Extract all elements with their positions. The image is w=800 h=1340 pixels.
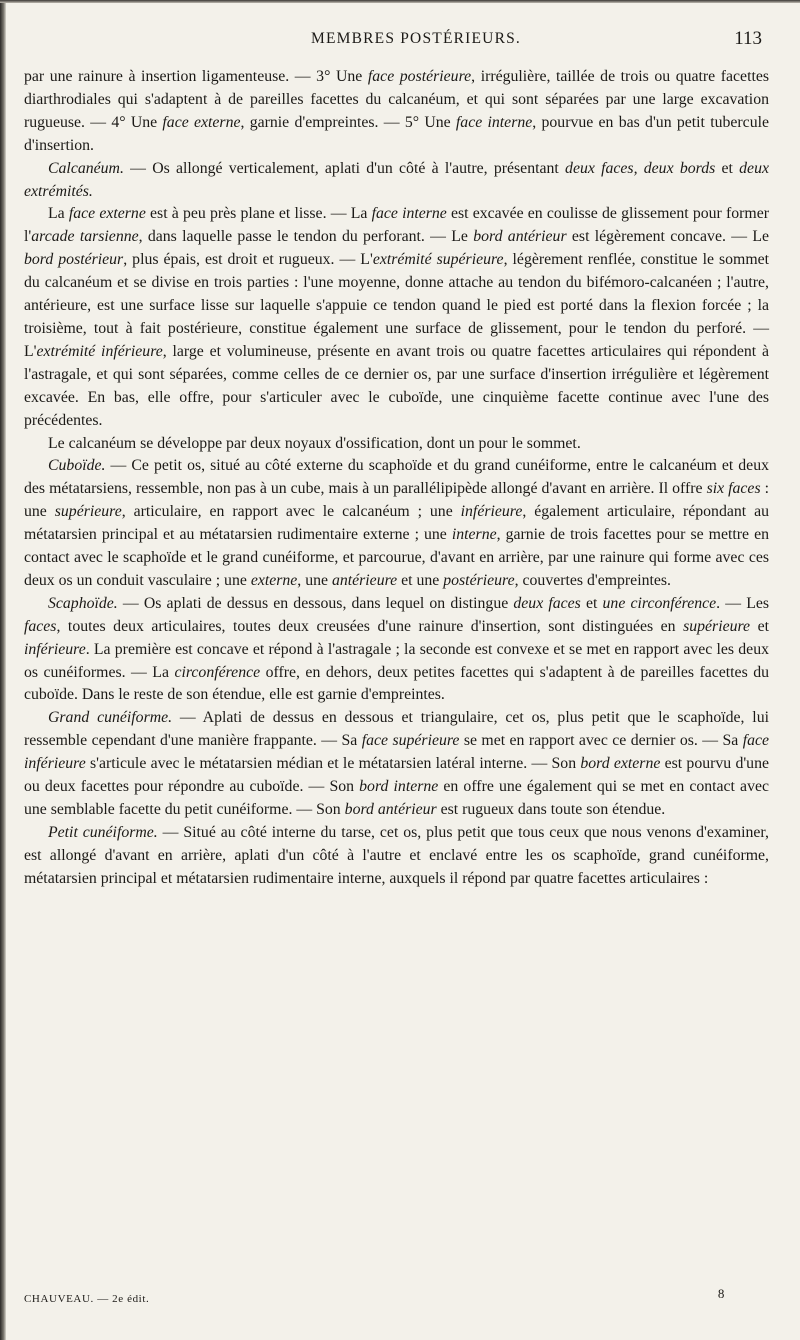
paragraph — [24, 433, 769, 456]
italic-term: supérieure — [683, 617, 751, 635]
text-run: se met en rapport avec ce dernier os. — Sa — [459, 732, 743, 750]
italic-term: face inférieure — [24, 732, 769, 773]
text-run: est légèrement concave. — Le — [566, 228, 769, 246]
text-run: — Os allongé verticalement, aplati d'un côté à l'autre, présentant — [123, 159, 566, 177]
italic-term: circonférence — [174, 663, 261, 681]
italic-term: bord postérieur — [24, 251, 124, 269]
page-number: 113 — [734, 28, 762, 49]
italic-term: inférieure — [24, 640, 86, 658]
italic-term: face externe — [162, 113, 241, 131]
text-run: : une — [24, 480, 769, 521]
text-run: est rugueux dans toute son étendue. — [436, 801, 666, 818]
italic-term: extrémité inférieure — [36, 342, 163, 360]
text-run: — Os aplati de dessus en dessous, dans lequel on distingue — [117, 594, 514, 612]
text-run: , toutes deux articulaires, toutes deux creusées d'une rainure d'insertion, sont distinguées en — [56, 617, 684, 635]
text-run: Le calcanéum se développe par deux noyaux d'ossification, dont un pour le sommet. — [48, 434, 581, 452]
paragraph — [24, 158, 769, 204]
italic-term: bord externe — [580, 755, 661, 773]
text-run: , articulaire, en rapport avec le calcanéum ; une — [121, 503, 461, 521]
italic-term: postérieure — [443, 571, 515, 589]
text-run: , dans laquelle passe le tendon du perforant. — Le — [138, 228, 474, 246]
text-run: , couvertes d'empreintes. — [514, 571, 671, 589]
paragraph — [24, 203, 769, 432]
text-run: , large et volumineuse, présente en avant trois ou quatre facettes articulaires qui répondent à l'astragale, et qui sont séparées, comme celles de ce dernier os, par une surface d'insertion irrégulière et légèrement excavée. En bas, elle offre, pour s'articuler avec le cuboïde, une cinquième facette continue avec l'une des précédentes. — [24, 342, 769, 429]
page-top-edge — [0, 0, 800, 3]
italic-term: face supérieure — [361, 732, 460, 750]
italic-term: antérieure — [331, 571, 398, 589]
italic-term: six faces — [706, 480, 761, 498]
printer-signature: CHAUVEAU. — 2e édit. — [24, 1293, 150, 1305]
text-run: , garnie de trois facettes pour se mettre en contact avec le scaphoïde et le grand cunéiforme, et parcourue, d'avant en arrière, par une rainure qui forme avec ces deux os un conduit vasculaire ; une — [24, 526, 769, 589]
text-run: est pourvu d'une ou deux facettes pour répondre au cuboïde. — Son — [24, 755, 769, 796]
paragraph — [24, 455, 769, 592]
page-header — [70, 28, 762, 58]
italic-term: extrémité supérieure — [372, 251, 504, 269]
italic-term: supérieure — [54, 503, 122, 521]
text-run: par une rainure à insertion ligamenteuse. — 3° Une — [24, 68, 368, 85]
text-run: — Ce petit os, situé au côté externe du scaphoïde et du grand cunéiforme, entre le calcanéum et deux des métatarsiens, ressemble, non pas à un cube, mais à un parallélipipède allongé d'avant en arrière. Il offre — [24, 457, 769, 498]
text-run: et — [715, 159, 740, 177]
italic-term: Scaphoïde. — [48, 594, 118, 612]
text-run: — Aplati de dessus en dessous et triangulaire, cet os, plus petit que le scaphoïde, lui ressemble cependant d'une manière frappante. — Sa — [24, 709, 769, 750]
text-run: , également articulaire, répondant au métatarsien principal et au métatarsien rudimentaire externe ; une — [24, 503, 769, 544]
body-text — [24, 66, 769, 891]
page-footer — [24, 1286, 769, 1311]
text-run: , garnie d'empreintes. — 5° Une — [240, 113, 456, 131]
text-run: est excavée en coulisse de glissement pour former l' — [24, 205, 769, 246]
sheet-number: 8 — [717, 1286, 725, 1301]
italic-term: faces — [24, 617, 57, 635]
paragraph — [24, 822, 769, 891]
text-run: , pourvue en bas d'un petit tubercule d'insertion. — [24, 113, 769, 154]
italic-term: Calcanéum. — [48, 159, 124, 177]
text-run: est à peu près plane et lisse. — La — [145, 205, 372, 223]
text-run: et — [580, 594, 603, 612]
paragraph — [24, 593, 769, 708]
italic-term: arcade tarsienne — [31, 228, 139, 246]
text-run: et — [750, 617, 769, 635]
italic-term: face interne — [371, 205, 447, 223]
text-run: , légèrement renflée, constitue le sommet du calcanéum et se divise en trois parties : l'une moyenne, donne attache au tendon du bifémoro-calcanéen ; l'autre, antérieure, est une surface lisse sur laquelle s'appuie ce tendon quand le pied est porté dans la flexion forcée ; la troisième, tout à fait postérieure, constitue également une surface de glissement, pour le tendon du perforé. — L' — [24, 251, 770, 360]
italic-term: deux faces, deux bords — [565, 159, 716, 177]
italic-term: une circonférence — [602, 594, 717, 612]
italic-term: interne — [451, 526, 497, 544]
italic-term: bord antérieur — [344, 801, 437, 818]
text-run: , une — [297, 571, 332, 589]
text-run: — Situé au côté interne du tarse, cet os, plus petit que tous ceux que nous venons d'examiner, est allongé d'avant en arrière, aplati d'un côté à l'autre et enclavé entre les os scaphoïde, grand cunéiforme, métatarsien principal et métatarsien rudimentaire interne, auxquels il répond par quatre facettes articulaires : — [24, 823, 769, 887]
italic-term: Grand cunéiforme. — [48, 709, 173, 727]
text-run: . — Les — [716, 594, 770, 612]
italic-term: face postérieure — [367, 68, 472, 85]
paragraph — [24, 707, 769, 822]
italic-term: face interne — [455, 113, 533, 131]
page-spine-shadow — [0, 0, 6, 1340]
italic-term: bord antérieur — [473, 228, 567, 246]
text-run: s'articule avec le métatarsien médian et le métatarsien latéral interne. — Son — [85, 755, 581, 773]
italic-term: Petit cunéiforme. — [48, 823, 158, 841]
italic-term: Cuboïde. — [48, 457, 106, 475]
text-run: , irrégulière, taillée de trois ou quatre facettes diarthrodiales qui s'adaptent à de pareilles facettes du calcanéum, et qui sont séparées par une large excavation rugueuse. — 4° Une — [24, 68, 770, 131]
text-run: . La première est concave et répond à l'astragale ; la seconde est convexe et se met en rapport avec les deux os cunéiformes. — La — [24, 640, 769, 681]
running-head: MEMBRES POSTÉRIEURS. — [310, 30, 522, 47]
italic-term: face externe — [68, 205, 146, 223]
text-run: et une — [397, 571, 444, 589]
text-run: en offre une également qui se met en contact avec une semblable facette du petit cunéiforme. — Son — [24, 778, 769, 818]
italic-term: deux extrémités. — [24, 159, 769, 200]
text-run: offre, en dehors, deux petites facettes qui s'adaptent à de pareilles facettes du cuboïde. Dans le reste de son étendue, elle est garnie d'empreintes. — [24, 663, 769, 704]
italic-term: externe — [250, 571, 298, 589]
italic-term: bord interne — [359, 778, 439, 796]
text-run: , plus épais, est droit et rugueux. — L' — [123, 251, 373, 269]
italic-term: deux faces — [513, 594, 581, 612]
paragraph — [24, 66, 769, 158]
text-run: La — [48, 205, 69, 223]
italic-term: inférieure — [460, 503, 523, 521]
